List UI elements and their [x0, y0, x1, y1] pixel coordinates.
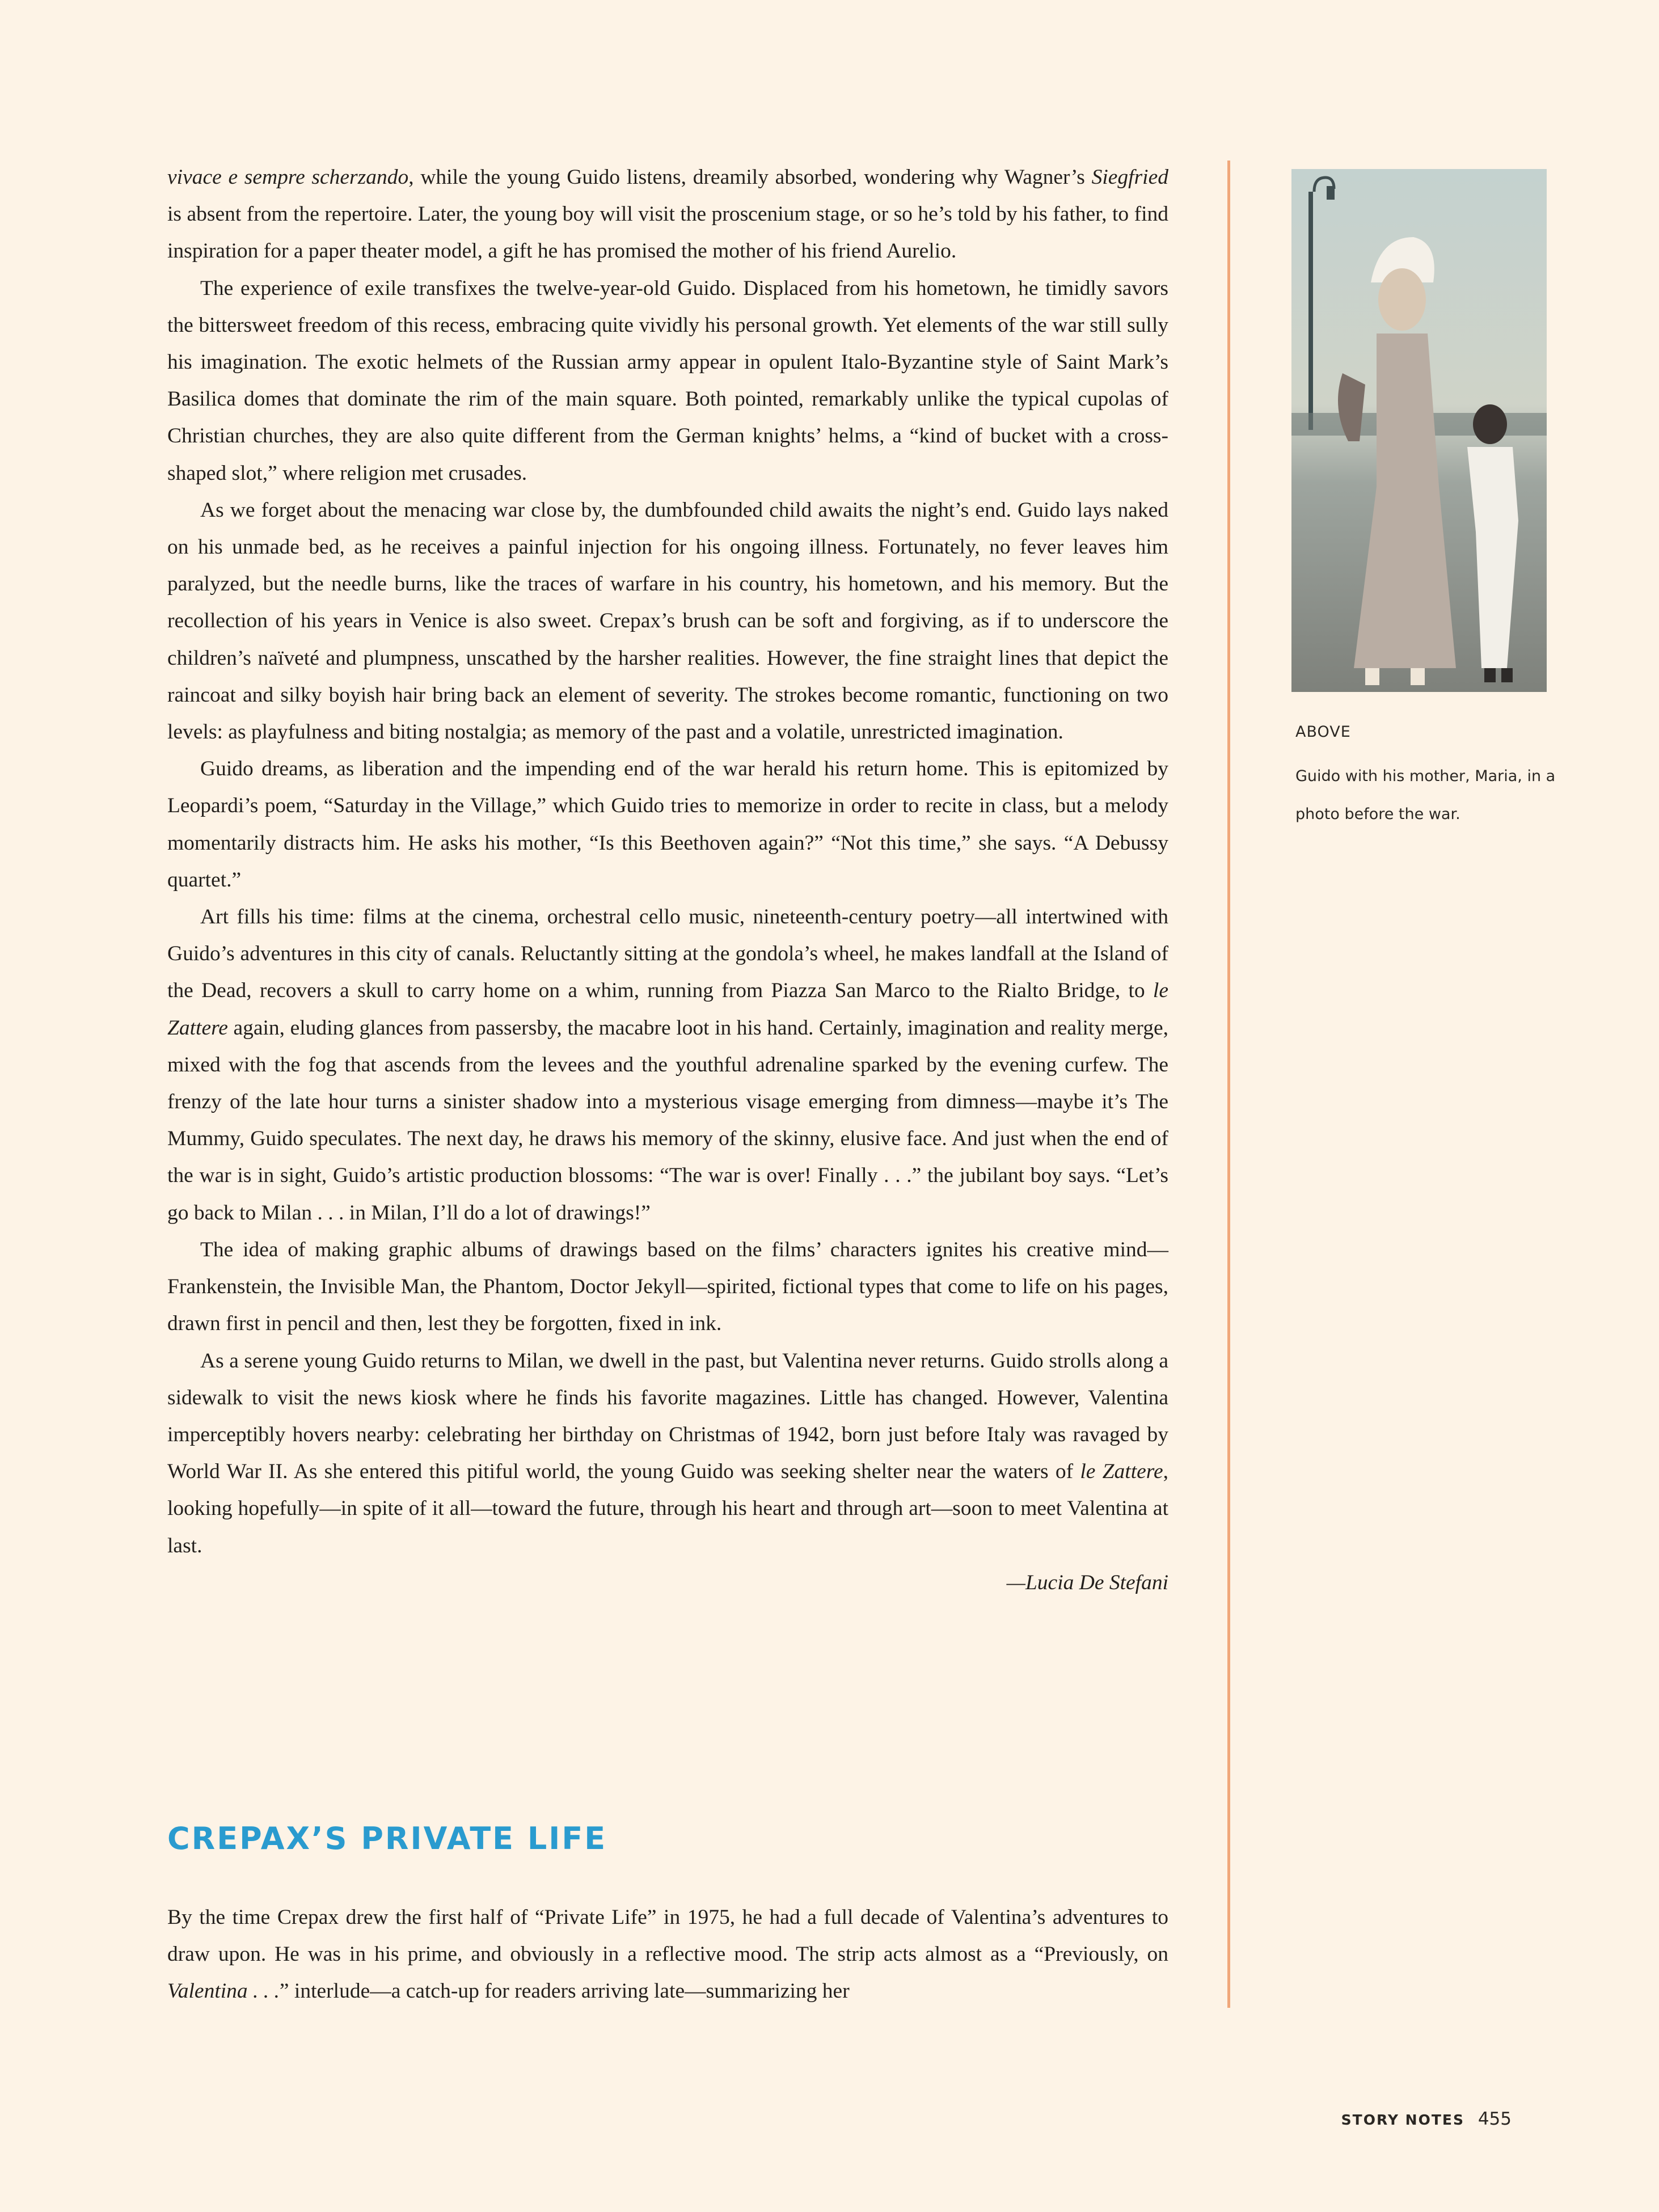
italic-text: Siegfried — [1091, 166, 1168, 189]
page-number: 455 — [1478, 2109, 1512, 2129]
section-paragraph: By the time Crepax drew the first half of “Private Life” in 1975, he had a full decade of Valentina’s adventures to draw upon. He was in his prime, and obviously in a reflective mood. The strip acts almost as a “Previously, on Valentina . . .” interlude—a catch-up for readers arriving late—summarizing her — [167, 1906, 1168, 2003]
paragraph: The experience of exile transfixes the twelve-year-old Guido. Displaced from his hometown, he timidly savors the bittersweet freedom of this recess, embracing quite vividly his personal growth. Yet elements of the war still sully his imagination. The exotic helmets of the Russian army appear in opulent Italo-Byzantine style of Saint Mark’s Basilica domes that dominate the rim of the main square. Both pointed, remarkably unlike the typical cupolas of Christian churches, they are also quite different from the German knights’ helms, a “kind of bucket with a cross-shaped slot,” where religion met crusades. — [167, 276, 1168, 485]
paragraph: vivace e sempre scherzando, while the young Guido listens, dreamily absorbed, wondering why Wagner’s Siegfried is absent from the repertoire. Later, the young boy will visit the proscenium stage, or so he’s told by his father, to find inspiration for a paper theater model, a gift he has promised the mother of his friend Aurelio. — [167, 166, 1168, 263]
paragraph: Guido dreams, as liberation and the impending end of the war herald his return home. This is epitomized by Leopardi’s poem, “Saturday in the Village,” which Guido tries to memorize in order to recite in class, but a melody momentarily distracts him. He asks his mother, “Is this Beethoven again?” “Not this time,” she says. “A Debussy quartet.” — [167, 757, 1168, 892]
italic-text: le Zattere — [167, 979, 1168, 1040]
paragraph: As a serene young Guido returns to Milan, we dwell in the past, but Valentina never returns. Guido strolls along a sidewalk to visit the news kiosk where he finds his favorite magazines. Little has changed. However, Valentina imperceptibly hovers nearby: celebrating her birthday on Christmas of 1942, born just before Italy was ravaged by World War II. As she entered this pitiful world, the young Guido was seeking shelter near the waters of le Zattere, looking hopefully—in spite of it all—toward the future, through his heart and through art—soon to meet Valentina at last. — [167, 1349, 1168, 1557]
article-body — [167, 159, 1168, 1601]
paragraph: The idea of making graphic albums of drawings based on the films’ characters ignites his creative mind—Frankenstein, the Invisible Man, the Phantom, Doctor Jekyll—spirited, fictional types that come to life on his pages, drawn first in pencil and then, lest they be forgotten, fixed in ink. — [167, 1238, 1168, 1336]
historical-photo — [1291, 169, 1547, 692]
section-heading: CREPAX’S PRIVATE LIFE — [167, 1821, 607, 1856]
caption-text: Guido with his mother, Maria, in a photo before the war. — [1295, 767, 1556, 823]
paragraph: As we forget about the menacing war close by, the dumbfounded child awaits the night’s end. Guido lays naked on his unmade bed, as he receives a painful injection for his ongoing illness. Fortunately, no fever leaves him paralyzed, but the needle burns, like the traces of warfare in his country, his hometown, and his memory. But the recollection of his years in Venice is also sweet. Crepax’s brush can be soft and forgiving, as if to underscore the children’s naïveté and plumpness, unscathed by the harsher realities. However, the fine straight lines that depict the raincoat and silky boyish hair bring back an element of severity. The strokes become romantic, functioning on two levels: as playfulness and biting nostalgia; as memory of the past and a volatile, unrestricted imagination. — [167, 498, 1168, 744]
italic-text: le Zattere — [1080, 1460, 1163, 1484]
photo-illustration — [1291, 169, 1547, 692]
author-signature: —Lucia De Stefani — [1006, 1571, 1168, 1594]
page-footer — [1341, 2109, 1512, 2129]
section-label: STORY NOTES — [1341, 2112, 1464, 2128]
italic-text: vivace e sempre scherzando — [167, 166, 409, 189]
italic-text: Valentina . . . — [167, 1979, 280, 2003]
section-body — [167, 1899, 1168, 2010]
caption-label: ABOVE — [1295, 723, 1351, 741]
column-divider — [1227, 161, 1230, 2008]
paragraph: Art fills his time: films at the cinema, orchestral cello music, nineteenth-century poetry—all intertwined with Guido’s adventures in this city of canals. Reluctantly sitting at the gondola’s wheel, he makes landfall at the Island of the Dead, recovers a skull to carry home on a whim, running from Piazza San Marco to the Rialto Bridge, to le Zattere again, eluding glances from passersby, the macabre loot in his hand. Certainly, imagination and reality merge, mixed with the fog that ascends from the levees and the youthful adrenaline sparked by the evening curfew. The frenzy of the late hour turns a sinister shadow into a mysterious visage emerging from dimness—maybe it’s The Mummy, Guido speculates. The next day, he draws his memory of the skinny, elusive face. And just when the end of the war is in sight, Guido’s artistic production blossoms: “The war is over! Finally . . .” the jubilant boy says. “Let’s go back to Milan . . . in Milan, I’ll do a lot of drawings!” — [167, 905, 1168, 1225]
